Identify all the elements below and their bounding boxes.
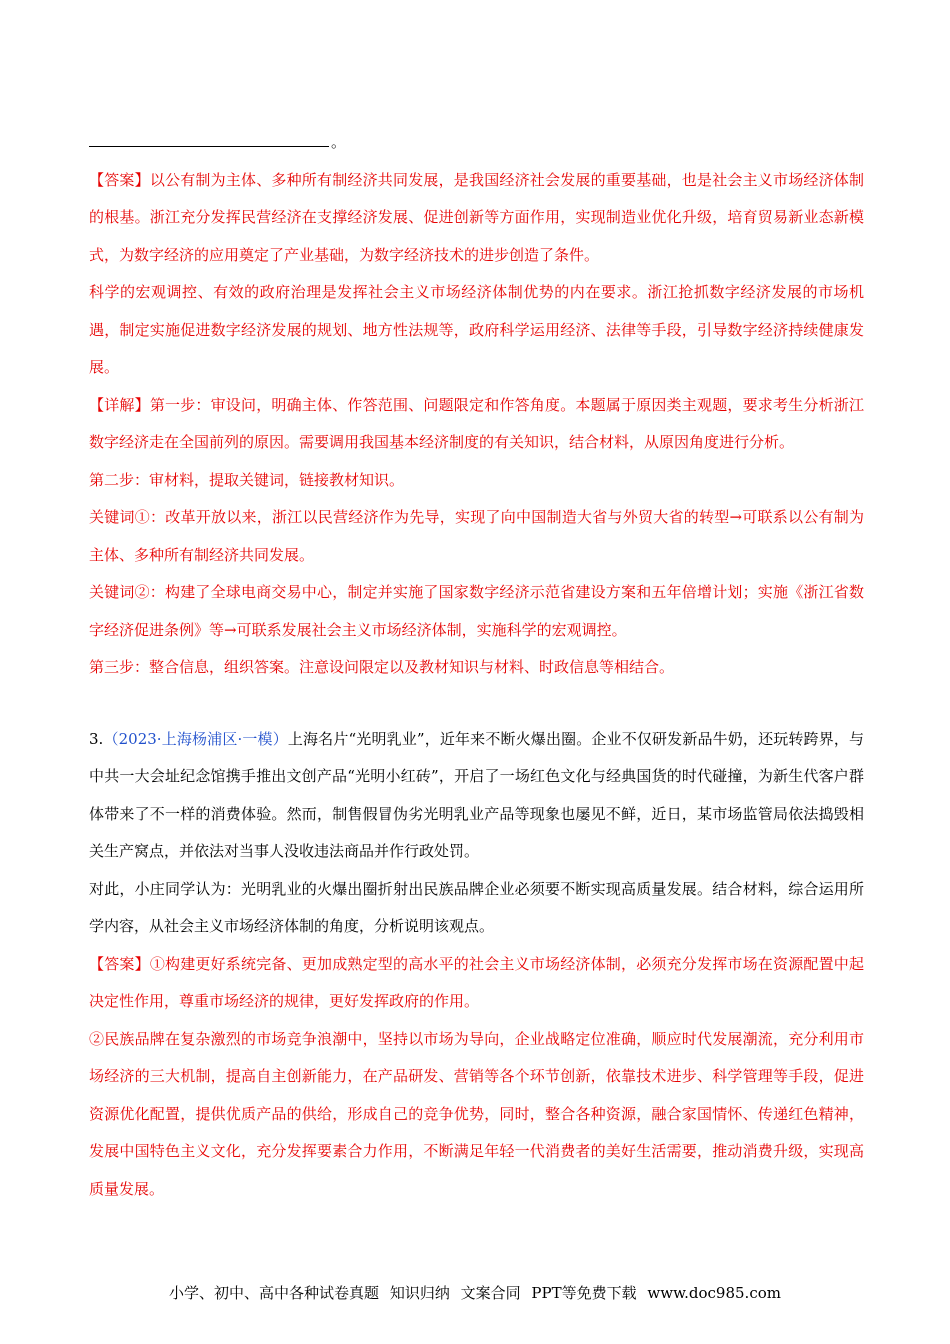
footer-url[interactable]: www.doc985.com bbox=[647, 1284, 781, 1302]
footer-text-3: 文案合同 bbox=[460, 1284, 521, 1302]
question-stem: 上海名片“光明乳业”，近年来不断火爆出圈。企业不仅研发新品牛奶，还玩转跨界，与中共一大会址纪念馆携手推出文创产品“光明小红砖”，开启了一场红色文化与经典国货的时代碰撞，为新生代客户群体带来了不一样的消费体验。然而，制售假冒伪劣光明乳业产品等现象也屡见不鲜，近日，某市场监管局依法捣毁相关生产窝点，并依法对当事人没收违法商品并作行政处罚。 bbox=[89, 729, 864, 860]
question-number: 3. bbox=[89, 729, 104, 748]
answer-tag: 【答案】 bbox=[89, 170, 150, 189]
question-source: （2023·上海杨浦区·一模） bbox=[103, 729, 288, 748]
footer-text-1: 小学、初中、高中各种试卷真题 bbox=[169, 1284, 380, 1302]
q2-answer-paragraph-1 bbox=[89, 162, 864, 275]
q3-answer-paragraph-1 bbox=[89, 946, 864, 1021]
answer-text: ①构建更好系统完备、更加成熟定型的高水平的社会主义市场经济体制，必须充分发挥市场在资源配置中起决定性作用，尊重市场经济的规律，更好发挥政府的作用。 bbox=[89, 954, 864, 1010]
q2-detail-paragraph-1 bbox=[89, 387, 864, 462]
q3-answer-paragraph-2: ②民族品牌在复杂激烈的市场竞争浪潮中，坚持以市场为导向，企业战略定位准确，顺应时代发展潮流，充分利用市场经济的三大机制，提高自主创新能力，在产品研发、营销等各个环节创新，依靠技术进步、科学管理等手段，促进资源优化配置，提供优质产品的供给，形成自己的竞争优势，同时，整合各种资源，融合家国情怀、传递红色精神，发展中国特色主义文化，充分发挥要素合力作用，不断满足年轻一代消费者的美好生活需要，推动消费升级，实现高质量发展。 bbox=[89, 1029, 864, 1198]
footer-text-4: PPT等免费下载 bbox=[531, 1284, 637, 1302]
document-content bbox=[89, 124, 864, 1208]
answer-tag: 【答案】 bbox=[89, 954, 150, 973]
blank-suffix: 。 bbox=[331, 133, 347, 151]
q2-answer-paragraph-2: 科学的宏观调控、有效的政府治理是发挥社会主义市场经济体制优势的内在要求。浙江抢抓数字经济发展的市场机遇，制定实施促进数字经济发展的规划、地方性法规等，政府科学运用经济、法律等手段，引导数字经济持续健康发展。 bbox=[89, 283, 864, 376]
q3-stem-paragraph-1 bbox=[89, 721, 864, 871]
detail-tag: 【详解】 bbox=[89, 395, 150, 414]
detail-text: 第一步：审设问，明确主体、作答范围、问题限定和作答角度。本题属于原因类主观题，要求考生分析浙江数字经济走在全国前列的原因。需要调用我国基本经济制度的有关知识，结合材料，从原因角度进行分析。 bbox=[89, 395, 864, 451]
q2-detail-paragraph-2: 第二步：审材料，提取关键词，链接教材知识。 bbox=[89, 470, 405, 489]
page-footer bbox=[0, 1282, 950, 1303]
q2-detail-paragraph-3: 关键词①：改革开放以来，浙江以民营经济作为先导，实现了向中国制造大省与外贸大省的转型→可联系以公有制为主体、多种所有制经济共同发展。 bbox=[89, 508, 864, 564]
q2-detail-paragraph-5: 第三步：整合信息，组织答案。注意设问限定以及教材知识与材料、时政信息等相结合。 bbox=[89, 658, 675, 676]
q2-detail-paragraph-4: 关键词②：构建了全球电商交易中心，制定并实施了国家数字经济示范省建设方案和五年倍增计划；实施《浙江省数字经济促进条例》等→可联系发展社会主义市场经济体制，实施科学的宏观调控。 bbox=[89, 583, 864, 639]
q3-stem-paragraph-2: 对此，小庄同学认为：光明乳业的火爆出圈折射出民族品牌企业必须要不断实现高质量发展。结合材料，综合运用所学内容，从社会主义市场经济体制的角度，分析说明该观点。 bbox=[89, 879, 864, 935]
answer-blank bbox=[89, 132, 329, 147]
question-gap bbox=[89, 687, 864, 721]
answer-text: 以公有制为主体、多种所有制经济共同发展，是我国经济社会发展的重要基础，也是社会主义市场经济体制的根基。浙江充分发挥民营经济在支撑经济发展、促进创新等方面作用，实现制造业优化升级，培育贸易新业态新模式，为数字经济的应用奠定了产业基础，为数字经济技术的进步创造了条件。 bbox=[89, 170, 864, 264]
blank-line-row bbox=[89, 124, 864, 162]
footer-text-2: 知识归纳 bbox=[389, 1284, 450, 1302]
